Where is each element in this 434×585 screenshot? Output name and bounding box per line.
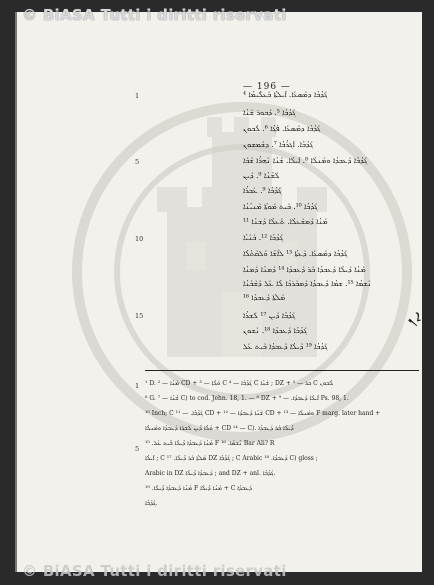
line-number: 5	[135, 445, 140, 453]
page-number: — 196 —	[243, 82, 291, 92]
handwritten-margin-mark: ܐܢ	[405, 306, 422, 328]
text-line: ܓܰܕܳܒܳܐ ܕܡܰܣܥܰܐ. ܦܰܓܳܐ ⁶. ܠܳܒܘܢ	[243, 124, 321, 133]
book-page	[15, 12, 422, 572]
footnote-line: Arabic in DZ ܕܰܥܒܕܳܐ ܕܶܝܠܳܐ ; and DZ + anl. ܓܰܕܳܒܳܐ.	[145, 470, 276, 477]
text-line: ܓܰܕܳܒܳܐ ¹². ܒܶܢܰܝܳܐ	[243, 233, 284, 242]
copyright-watermark-bottom: © BiASA Tutti i diritti riservati	[22, 562, 287, 580]
text-line: ܓܰܕܳܒܳܐ ¹⁹ ܕܶܝܠܳܐ ܕܰܥܒܕܳܐ ܒܶܝܬ ܥܰܠ	[243, 342, 328, 351]
text-line: ܡܰܢܳܐ ܕܶܝܠܳܐ ܕܰܥܒܕܳܐ ܒܰܪ ܕܰܥܒܕܳܐ ¹⁴ ܕܰܡܢܳܐ ܕܰܡܢܳܐ	[243, 265, 366, 274]
text-line: ܓܰܕܳܒܳܐ. ܐܰܓܪܳܒܳܐ ⁷. ܕܫܰܡܫܘܢ	[243, 140, 314, 149]
text-line: ܓܰܕܳܒܳܐ ܕܰܥܒܕܳܐ ¹⁸. ܢܰܫܘܢ	[243, 326, 308, 335]
text-line: ܢܶܫܡܳܐ ¹⁵. ܫܡܳܐ ܕܰܥܒܕܳܐ ܕܰܡܒܰܪܟܳܐ ܠܳܐ ܥܰܠ ܕܰܫܶܒܰܢܳܐ	[243, 279, 372, 288]
line-number: 15	[135, 312, 144, 320]
line-number: 5	[135, 158, 140, 166]
footnote-line: ܓܰܕܳܒܳܐ.	[145, 500, 158, 507]
footnote-line: ¹ D. ܡܰܢܳܐ — ² CD + ܘܰܠܳܐ — ³ C ܓܰܕܳܒܳܐ — ⁴ C ܫܰܢܳܐ ; DZ + ܒܪ — ⁵ C ܠܳܒܘܢ	[145, 380, 334, 387]
line-number: 1	[135, 92, 140, 100]
footnote-line: ¹⁰ Inch; C ܓܰܕܳܒܳܐ. — ¹¹ CD + ܫܰܢܳܐ ܕܰܥܒܕܳܐ — ¹² CD + ܘܡܰܢܠܳܐ — ¹³ F marg. later hand +	[145, 410, 381, 417]
text-line: ܓܰܕܳܒܳܐ ܕܰܥܒܕܳܐ ܘܡܰܢܠܳܐ ⁸. ܐܶܝܠܳܐ. ܫܰܢܳܐ ܢܰܗܪܳܐ ܫܶܒܶܐ	[243, 156, 368, 165]
line-number: 10	[135, 235, 144, 243]
footnote-line: ܘܰܠܳܐ ܕܶܝܢ ܠܰܫܪܳܐ ܕܰܥܒܕܳܐ ܘܡܰܢܠܳܐ + CD ¹⁴ — C). ܕܶܝܠܳܐ ܒܰܪ ܕܰܥܒܕܳܐ	[145, 425, 294, 432]
text-line: ܓܰܕܳܒܳܐ ܕܡܰܣܥܰܐ. ܐܶܝܠܬܳܐ ܒܰܥܠܺܝܡܳܐ ⁴	[243, 90, 328, 99]
text-line: ܓܰܕܳܒܳܐ ܕܡܰܣܥܰܐ. ܕܰܥܬܳܐ ¹³ ܠܐܶܫܳܐ ܘܰܠܩܰܬܳܠܳܐ	[243, 249, 348, 258]
text-line: ܓܰܕܳܒܳܐ ¹⁰. ܒܶܝܬ ܡܰܘܬܳܐ ܡܶܢܝܳܢܳܐ	[243, 202, 318, 211]
text-line: ܠܶܫܳܢܳܐ ⁹. ܕܶܝܢ	[243, 171, 280, 180]
footnote-line: ܡܰܢܳܐ ܕܰܥܒܕܳܐ ܕܶܝܠܳܐ. ¹⁹ F ܡܰܢܳܐ ܕܶܝܠܳܐ + C ܕܰܥܒܕܳܐ	[145, 485, 252, 492]
text-line: ܡܰܢܳܐ ܕܰܡܫܰܥܠܳܐ. ܬܰܥܠܳܐ ܕܰܫܢܳܐ ¹¹	[243, 217, 328, 226]
text-line: ܡܰܠܬܳܐ ܕܰܥܒܕܳܐ ¹⁶	[243, 293, 286, 302]
footnote-line: ܐܶܝܠܳܐ ; C ܡܰܠܬܳܐ ܒܰܪ ܕܶܝܠܳܐ. ¹⁷ DZ ܓܰܕܳܒܳܐ ; C Arabic ܕܰܥܒܕܳܐ. ¹⁸ C) gloss ;	[145, 455, 318, 462]
footnote-line: ܡܰܢܳܐ ܕܰܥܒܕܳܐ ܕܶܝܠܳܐ ܒܶܝܬ ܥܰܠ. ¹⁵ F ܢܶܫܡܳܐ. ¹⁶ Bar Ali? R	[145, 440, 275, 447]
text-line: ܓܰܕܳܒܳܐ ⁹. ܥܶܒܪܳܐ	[243, 186, 282, 195]
copyright-watermark-top: © BiASA Tutti i diritti riservati	[22, 6, 287, 24]
text-line: ܓܰܕܳܒܳܐ ܕܶܝܢ ¹⁷ ܠܰܫܪܳܐ	[243, 311, 296, 320]
footnote-line: ⁶ G. ܫܳܢܳܐ — ⁷ C) to cod. Jehn. 18, 1. — ⁸ DZ + ܐܶܝܠܳܐ ܕܰܥܒܕܳܐ. — ⁹ Ps. 98, 1.	[145, 395, 349, 402]
line-number: 1	[135, 382, 140, 390]
footnote-divider	[145, 370, 419, 371]
text-line: ܓܰܕܳܒܳܐ ⁵. ܕܰܒܘܪ ܫܰܢܳܐ	[243, 108, 296, 117]
